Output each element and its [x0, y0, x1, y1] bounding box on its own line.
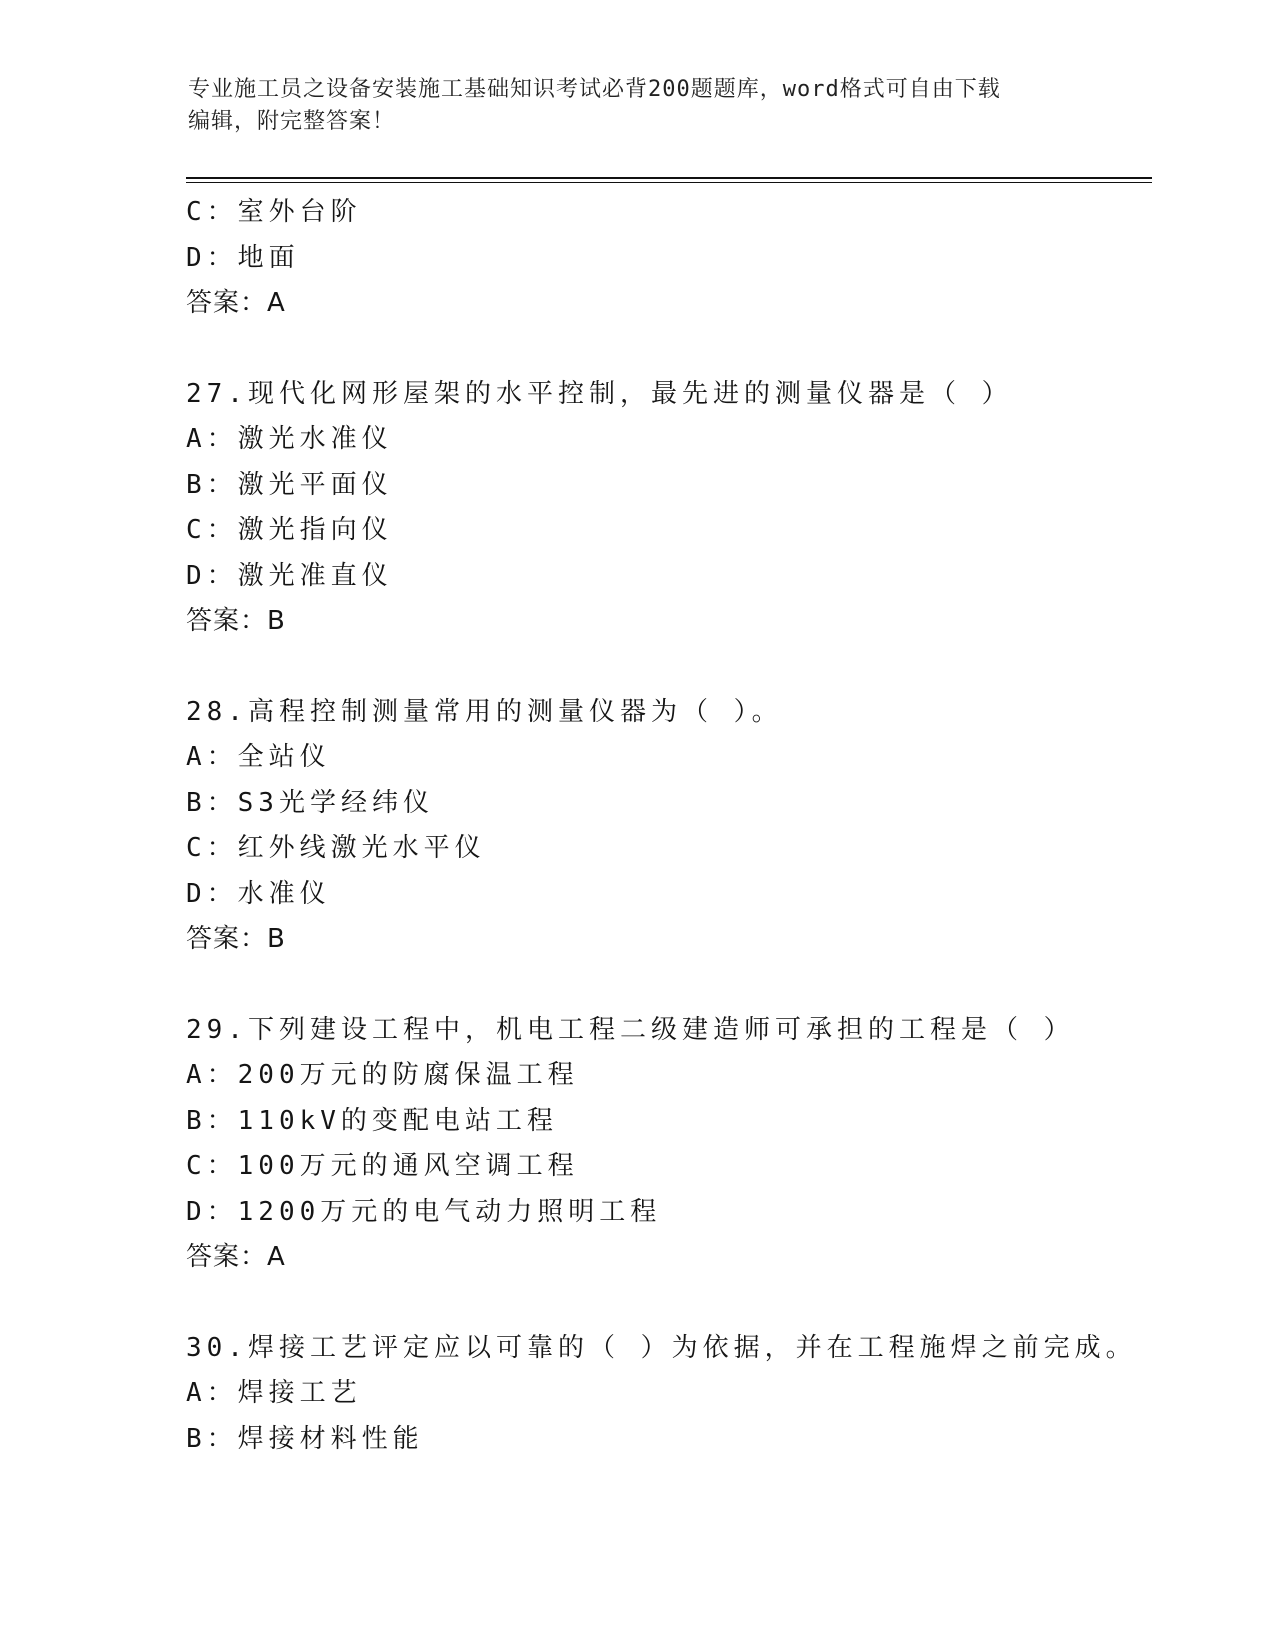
option-b: B：S3光学经纬仪 [186, 787, 434, 818]
question-stem: 27.现代化网形屋架的水平控制，最先进的测量仪器是（ ） [186, 378, 1013, 409]
option-a: A：激光水准仪 [186, 424, 393, 454]
answer-line: 答案：B [186, 924, 286, 954]
answer-line: 答案：A [186, 1242, 286, 1272]
answer-line: 答案：B [186, 606, 286, 636]
header-line-1: 专业施工员之设备安装施工基础知识考试必背200题题库，word格式可自由下载 [188, 77, 1001, 102]
question-26-tail [186, 190, 1146, 327]
option-a: A：200万元的防腐保温工程 [186, 1060, 579, 1090]
question-stem: 28.高程控制测量常用的测量仪器为（ ）。 [186, 696, 783, 727]
option-a: A：全站仪 [186, 742, 331, 772]
option-d: D：激光准直仪 [186, 560, 393, 591]
question-29 [186, 1008, 1146, 1281]
option-d: D：水准仪 [186, 878, 331, 909]
option-d: D：地面 [186, 242, 300, 273]
question-list [186, 190, 1146, 1462]
header-divider-thin [186, 182, 1152, 183]
question-30 [186, 1326, 1146, 1463]
option-c: C：100万元的通风空调工程 [186, 1151, 579, 1181]
option-c: C：室外台阶 [186, 197, 362, 227]
question-27 [186, 372, 1146, 645]
answer-line: 答案：A [186, 288, 286, 318]
header-divider-thick [186, 177, 1152, 179]
option-d: D：1200万元的电气动力照明工程 [186, 1196, 662, 1227]
option-c: C：红外线激光水平仪 [186, 833, 486, 863]
question-stem: 29.下列建设工程中，机电工程二级建造师可承担的工程是（ ） [186, 1014, 1075, 1045]
option-b: B：焊接材料性能 [186, 1423, 424, 1454]
option-a: A：焊接工艺 [186, 1378, 362, 1408]
option-b: B：110kV的变配电站工程 [186, 1105, 558, 1136]
question-stem: 30.焊接工艺评定应以可靠的（ ）为依据，并在工程施焊之前完成。 [186, 1332, 1137, 1363]
document-header [188, 74, 1088, 138]
option-c: C：激光指向仪 [186, 515, 393, 545]
option-b: B：激光平面仪 [186, 469, 393, 500]
header-line-2: 编辑，附完整答案！ [188, 109, 396, 134]
question-28 [186, 690, 1146, 963]
